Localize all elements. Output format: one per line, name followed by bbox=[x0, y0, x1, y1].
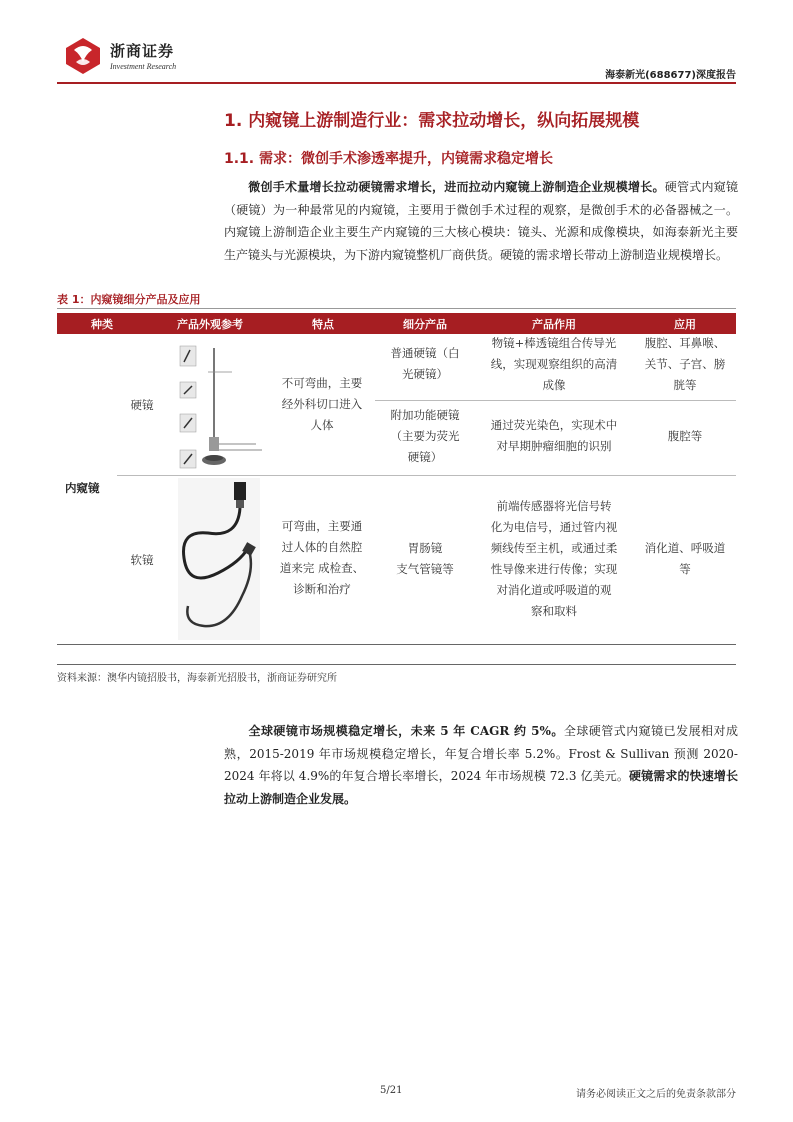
report-title: 海泰新光(688677)深度报告 bbox=[605, 70, 736, 81]
page-number: 5/21 bbox=[380, 1085, 403, 1096]
text-line: 物镜+棒透镜组合传导光 bbox=[491, 336, 617, 350]
text-line: 光硬镜） bbox=[402, 367, 448, 381]
paragraph-lead: 全球硬镜市场规模稳定增长，未来 5 年 CAGR 约 5%。 bbox=[248, 724, 564, 738]
category-cell: 内窥镜 bbox=[65, 481, 100, 495]
text-line: 附加功能硬镜 bbox=[390, 408, 460, 422]
text-line: 诊断和治疗 bbox=[293, 582, 351, 596]
section-heading: 1. 内窥镜上游制造行业：需求拉动增长，纵向拓展规模 bbox=[224, 111, 640, 131]
table-caption: 表 1：内窥镜细分产品及应用 bbox=[57, 293, 201, 306]
paragraph-market bbox=[224, 720, 738, 810]
footer-disclaimer: 请务必阅读正文之后的免责条款部分 bbox=[576, 1089, 736, 1100]
text-line: （主要为荧光 bbox=[390, 429, 460, 443]
text-line: 成像 bbox=[542, 378, 566, 392]
text-line: 通过荧光染色，实现术中 bbox=[490, 418, 618, 432]
text-line: 关节、子宫、膀 bbox=[644, 357, 726, 371]
text-line: 人体 bbox=[310, 418, 334, 432]
text-line: 过人体的自然腔 bbox=[281, 540, 363, 554]
text-line: 化为电信号，通过管内视 bbox=[490, 520, 618, 534]
text-line: 等 bbox=[679, 562, 691, 576]
brand-name-cn: 浙商证券 bbox=[110, 42, 175, 60]
text-line: 不可弯曲，主要 bbox=[281, 376, 363, 390]
flexible-sub bbox=[375, 538, 475, 580]
rigid-app2: 腹腔等 bbox=[667, 429, 703, 443]
header-cell: 产品作用 bbox=[532, 318, 576, 331]
text-line: 经外科切口进入 bbox=[281, 397, 363, 411]
row-divider bbox=[117, 475, 736, 476]
header-cell: 应用 bbox=[674, 318, 696, 331]
text-line: 胱等 bbox=[673, 378, 697, 392]
text-line: 胃肠镜 bbox=[407, 541, 443, 555]
text-line: 线，实现观察组织的高清 bbox=[490, 357, 618, 371]
table-source: 资料来源：澳华内镜招股书，海泰新光招股书，浙商证券研究所 bbox=[57, 673, 337, 684]
text-line: 可弯曲，主要通 bbox=[281, 519, 363, 533]
text-line: 对消化道或呼吸道的观 bbox=[496, 583, 612, 597]
table-bottom-border bbox=[57, 644, 736, 645]
flexible-func bbox=[475, 496, 633, 622]
flexible-feature bbox=[268, 516, 376, 600]
header-cell: 细分产品 bbox=[403, 318, 447, 331]
paragraph-demand bbox=[224, 176, 738, 266]
rigid-sub1 bbox=[375, 343, 475, 385]
paragraph-body: 全球硬管式内窥镜已发展相对成熟，2015-2019 年市场规模稳定增长，年复合增长率 5.2%。Frost & Sullivan 预测 2020-2024 年将以 4.9%的年复合增长率增长，2024 年市场规模 72.3 亿美元。 bbox=[224, 724, 738, 783]
text-line: 前端传感器将光信号转 bbox=[496, 499, 612, 513]
text-line: 支气管镜等 bbox=[396, 562, 454, 576]
paragraph-lead: 微创手术量增长拉动硬镜需求增长，进而拉动内窥镜上游制造企业规模增长。 bbox=[248, 180, 665, 194]
text-line: 普通硬镜（白 bbox=[390, 346, 460, 360]
type-rigid: 硬镜 bbox=[130, 398, 154, 412]
text-line: 频线传至主机，或通过柔 bbox=[490, 541, 618, 555]
header-divider bbox=[57, 82, 736, 84]
text-line: 硬镜） bbox=[407, 450, 443, 464]
rigid-func1 bbox=[475, 333, 633, 396]
text-line: 性导像来进行传像；实现 bbox=[490, 562, 618, 576]
header-cell: 产品外观参考 bbox=[177, 318, 243, 331]
paragraph-body: 硬管式内窥镜（硬镜）为一种最常见的内窥镜，主要用于微创手术过程的观察，是微创手术的必备器械之一。内窥镜上游制造企业主要生产内窥镜的三大核心模块：镜头、光源和成像模块，如海泰新光主要生产镜头与光源模块，为下游内窥镜整机厂商供货。硬镜的需求增长带动上游制造业规模增长。 bbox=[224, 180, 738, 262]
rigid-scope-image bbox=[178, 342, 266, 472]
row-divider bbox=[375, 400, 736, 401]
text-line: 道来完 成检查、 bbox=[279, 561, 365, 575]
flexible-app bbox=[635, 538, 735, 580]
rigid-func2 bbox=[475, 415, 633, 457]
caption-divider bbox=[57, 308, 736, 309]
brand-name-en: Investment Research bbox=[110, 62, 177, 71]
rigid-feature bbox=[268, 373, 376, 436]
rigid-sub2 bbox=[375, 405, 475, 468]
text-line: 察和取料 bbox=[531, 604, 577, 618]
type-flexible: 软镜 bbox=[130, 553, 154, 567]
paragraph-conclusion: 硬镜需求的快速增长拉动上游制造企业发展。 bbox=[224, 769, 738, 806]
subsection-heading: 1.1. 需求：微创手术渗透率提升，内镜需求稳定增长 bbox=[224, 151, 553, 167]
flexible-scope-image bbox=[178, 478, 260, 640]
header-cell: 特点 bbox=[312, 318, 334, 331]
rigid-app1 bbox=[635, 333, 735, 396]
text-line: 对早期肿瘤细胞的识别 bbox=[496, 439, 612, 453]
header-cell: 种类 bbox=[91, 318, 113, 331]
table-header-row bbox=[57, 313, 736, 334]
text-line: 消化道、呼吸道 bbox=[644, 541, 726, 555]
text-line: 腹腔、耳鼻喉、 bbox=[644, 336, 726, 350]
brand-logo-icon bbox=[62, 36, 104, 76]
source-divider bbox=[57, 664, 736, 665]
